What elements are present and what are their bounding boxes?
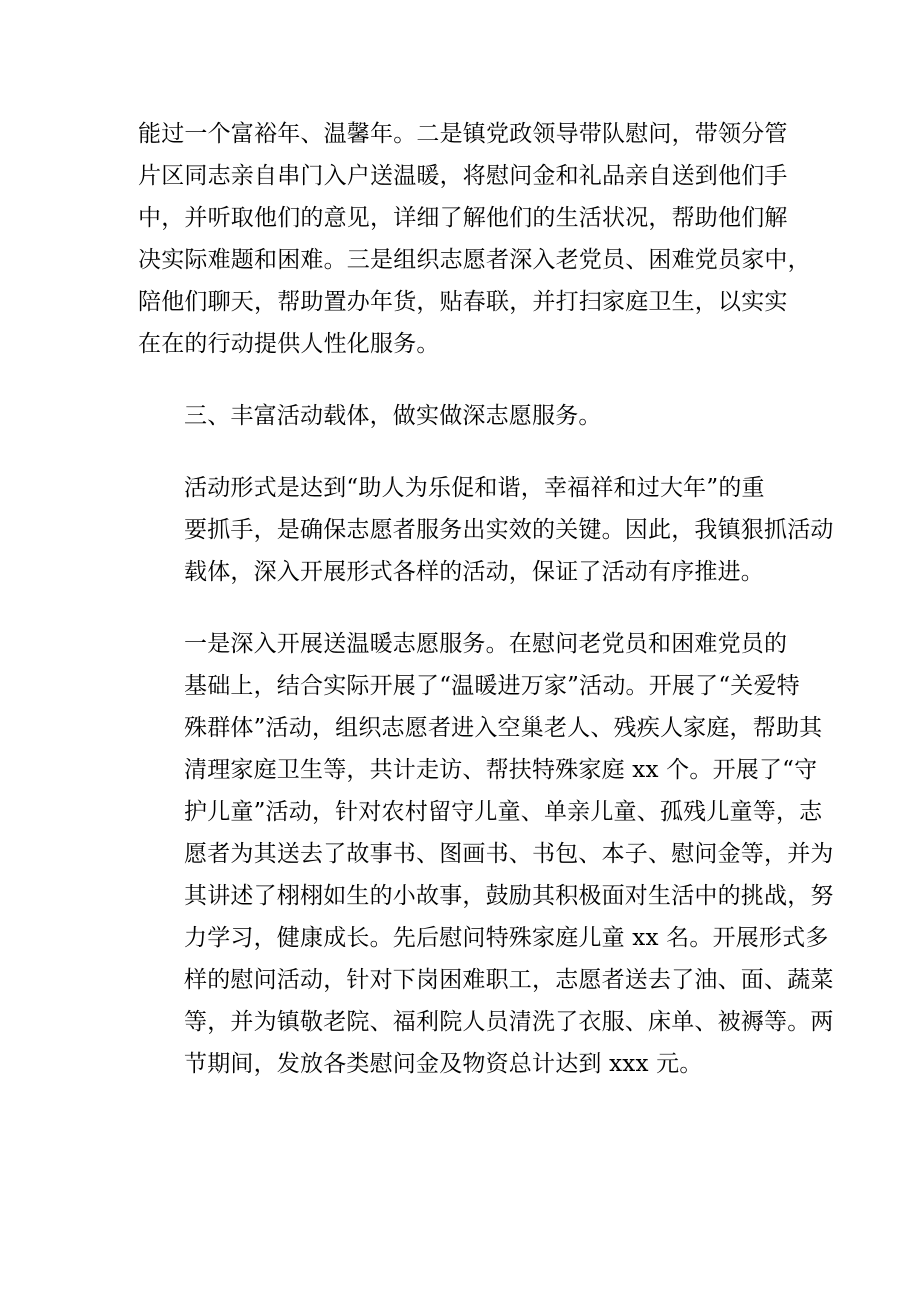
text-line: 愿者为其送去了故事书、图画书、书包、本子、慰问金等，并为: [184, 841, 834, 867]
text-line: 活动形式是达到“助人为乐促和谐，幸福祥和过大年”的重: [184, 475, 765, 501]
text-line: 清理家庭卫生等，共计走访、帮扶特殊家庭 xx 个。开展了“守: [184, 757, 818, 783]
document-body: [138, 113, 834, 1085]
text-line: 中，并听取他们的意见，详细了解他们的生活状况，帮助他们解: [138, 205, 788, 231]
text-line: 在在的行动提供人性化服务。: [138, 331, 440, 357]
text-line: 决实际难题和困难。三是组织志愿者深入老党员、困难党员家中，: [138, 247, 811, 273]
text-line: 等，并为镇敬老院、福利院人员清洗了衣服、床单、被褥等。两: [184, 1009, 834, 1035]
text-line: 节期间，发放各类慰问金及物资总计达到 xxx 元。: [184, 1051, 703, 1077]
text-line: 力学习，健康成长。先后慰问特殊家庭儿童 xx 名。开展形式多: [184, 925, 829, 951]
text-line: 样的慰问活动，针对下岗困难职工，志愿者送去了油、面、蔬菜: [184, 967, 834, 993]
text-line: 殊群体”活动，组织志愿者进入空巢老人、残疾人家庭，帮助其: [184, 715, 823, 741]
heading-text: 三、丰富活动载体，做实做深志愿服务。: [184, 403, 602, 429]
text-line: 基础上，结合实际开展了“温暖进万家”活动。开展了“关爱特: [184, 673, 800, 699]
text-line: 护儿童”活动，针对农村留守儿童、单亲儿童、孤残儿童等，志: [184, 799, 823, 825]
text-line: 陪他们聊天，帮助置办年货，贴春联，并打扫家庭卫生，以实实: [138, 289, 788, 315]
section-heading: [138, 395, 784, 437]
paragraph-activity-form: [138, 467, 834, 593]
text-line: 片区同志亲自串门入户送温暖，将慰问金和礼品亲自送到他们手: [138, 163, 788, 189]
text-line: 载体，深入开展形式各样的活动，保证了活动有序推进。: [184, 559, 764, 585]
paragraph-warmth-service: [138, 623, 834, 1085]
text-line: 一是深入开展送温暖志愿服务。在慰问老党员和困难党员的: [184, 631, 788, 657]
text-line: 能过一个富裕年、温馨年。二是镇党政领导带队慰问，带领分管: [138, 121, 788, 147]
text-line: 要抓手，是确保志愿者服务出实效的关键。因此，我镇狠抓活动: [184, 517, 834, 543]
text-line: 其讲述了栩栩如生的小故事，鼓励其积极面对生活中的挑战，努: [184, 883, 834, 909]
paragraph-continuation: [138, 113, 811, 365]
